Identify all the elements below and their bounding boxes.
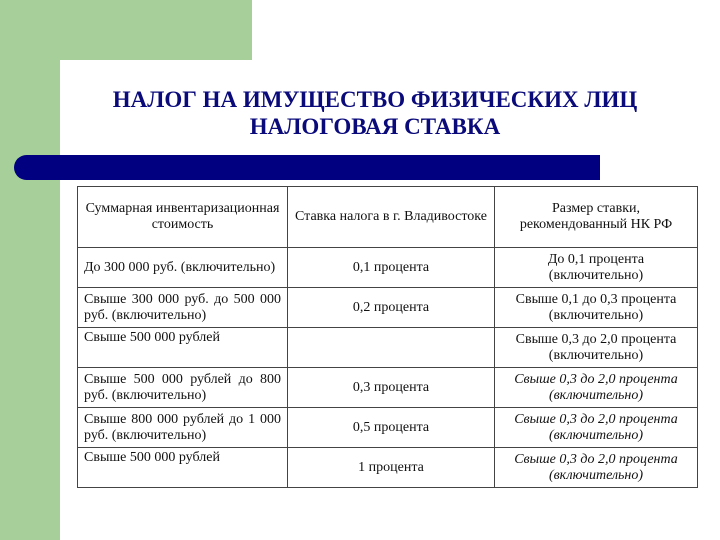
title-divider-bar — [14, 155, 600, 180]
cell-value: Свыше 800 000 рублей до 1 000 руб. (включительно) — [78, 408, 288, 448]
table-row — [78, 368, 698, 408]
cell-city-rate: 0,1 процента — [288, 248, 495, 288]
table-row — [78, 328, 698, 368]
header-total-value: Суммарная инвентаризационная стоимость — [78, 187, 288, 248]
header-city-rate: Ставка налога в г. Владивостоке — [288, 187, 495, 248]
cell-nk-rate: Свыше 0,1 до 0,3 процента (включительно) — [495, 288, 698, 328]
cell-value: Свыше 300 000 руб. до 500 000 руб. (включительно) — [78, 288, 288, 328]
cell-city-rate — [288, 328, 495, 368]
cell-nk-rate: Свыше 0,3 до 2,0 процента (включительно) — [495, 408, 698, 448]
cell-city-rate: 1 процента — [288, 448, 495, 488]
table-header-row — [78, 187, 698, 248]
tax-rate-table — [77, 186, 698, 488]
header-nk-rate: Размер ставки, рекомендованный НК РФ — [495, 187, 698, 248]
table-row — [78, 408, 698, 448]
title-line-2: НАЛОГОВАЯ СТАВКА — [249, 114, 501, 139]
cell-city-rate: 0,2 процента — [288, 288, 495, 328]
table-row — [78, 288, 698, 328]
table-row — [78, 448, 698, 488]
table-row — [78, 248, 698, 288]
cell-nk-rate: До 0,1 процента (включительно) — [495, 248, 698, 288]
cell-city-rate: 0,5 процента — [288, 408, 495, 448]
cell-value: Свыше 500 000 рублей до 800 руб. (включительно) — [78, 368, 288, 408]
cell-value: Свыше 500 000 рублей — [78, 328, 288, 368]
cell-nk-rate: Свыше 0,3 до 2,0 процента (включительно) — [495, 368, 698, 408]
cell-nk-rate: Свыше 0,3 до 2,0 процента (включительно) — [495, 328, 698, 368]
cell-value: До 300 000 руб. (включительно) — [78, 248, 288, 288]
cell-city-rate: 0,3 процента — [288, 368, 495, 408]
page-title — [60, 86, 690, 140]
title-line-1: НАЛОГ НА ИМУЩЕСТВО ФИЗИЧЕСКИХ ЛИЦ — [112, 87, 638, 112]
left-green-band — [0, 0, 60, 540]
cell-nk-rate: Свыше 0,3 до 2,0 процента (включительно) — [495, 448, 698, 488]
cell-value: Свыше 500 000 рублей — [78, 448, 288, 488]
top-green-block — [0, 0, 252, 60]
